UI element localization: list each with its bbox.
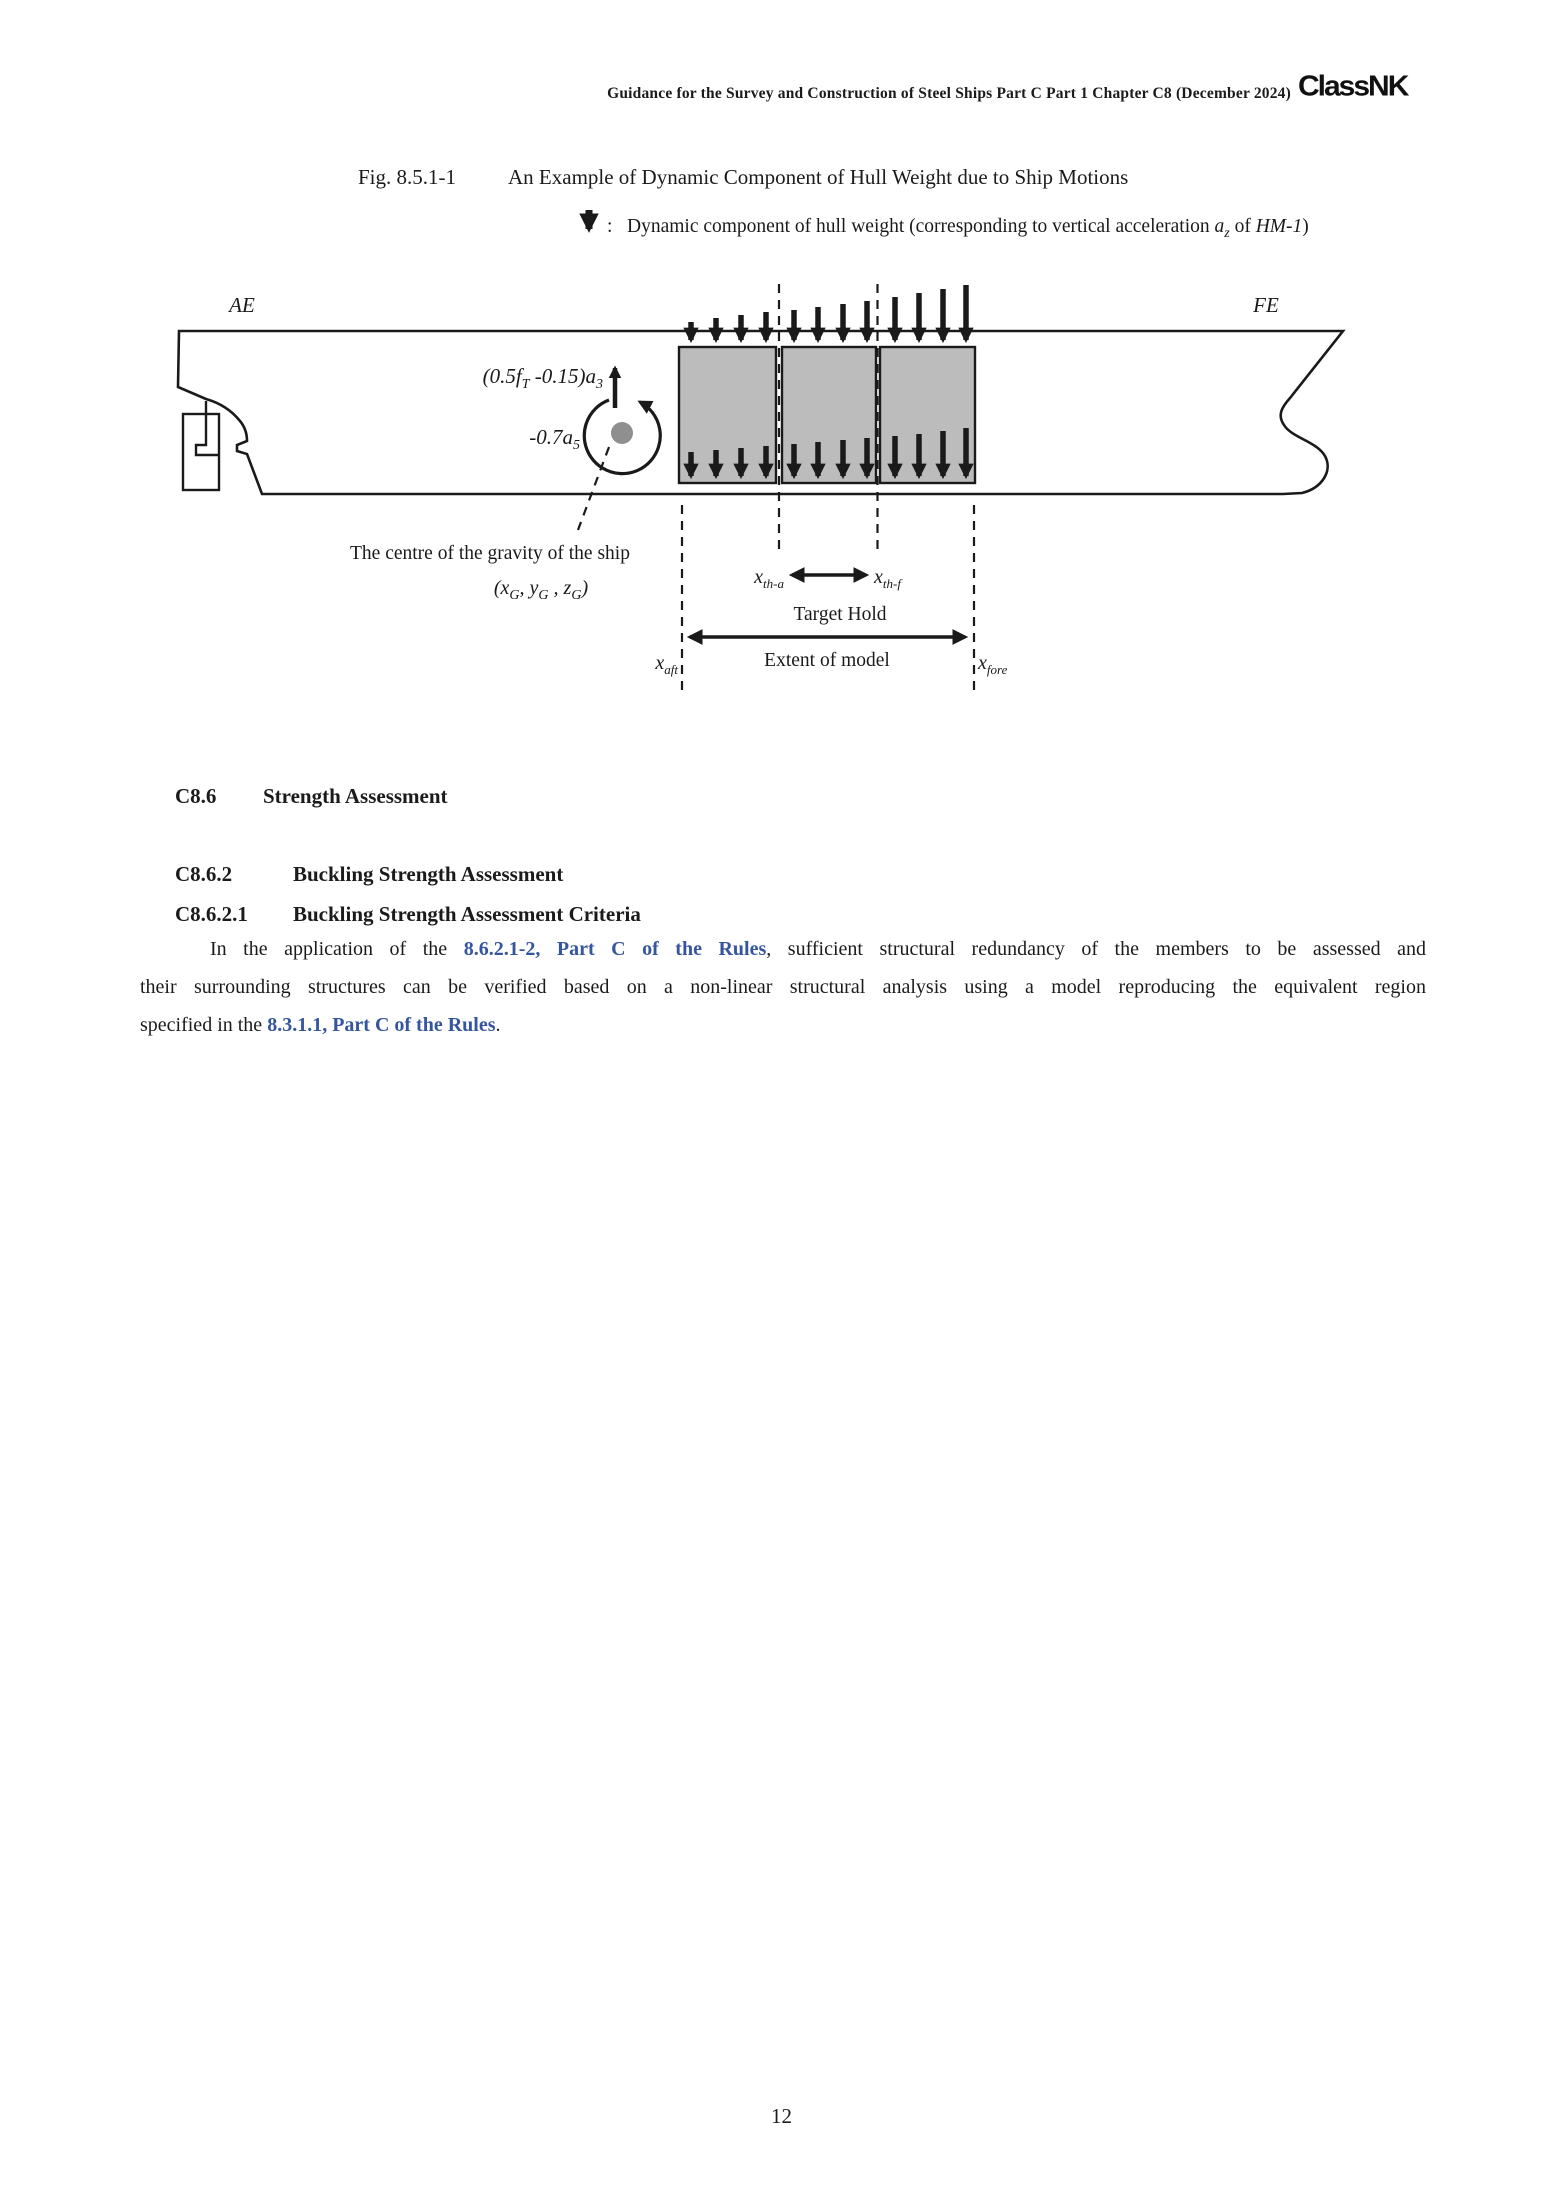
header-title: Guidance for the Survey and Construction of Steel Ships Part C Part 1 Chapter C8 (December 2024) [607,85,1291,102]
page-number: 12 [771,2104,792,2128]
paragraph-line-2 [140,974,1426,1000]
cog-caption: The centre of the gravity of the ship [350,543,630,564]
rule-reference-link-8311[interactable]: 8.3.1.1, Part C of the Rules [267,1014,496,1036]
paragraph-text: In the application of the [210,938,464,960]
section-title-buckling-strength-assessment: Buckling Strength Assessment [293,862,564,886]
pitch-acceleration-formula: $-0.7a_5$ [529,425,580,453]
paragraph-text: their surrounding structures can be verified based on a non-linear structural analysis using a model reproducing the equivalent region [140,976,1426,998]
rule-reference-link-8621-2[interactable]: 8.6.2.1-2, Part C of the Rules [463,938,767,960]
hull-weight-figure [0,190,1563,710]
paragraph-line-1 [210,936,1426,962]
classnk-logo: ClassNK [1298,70,1408,103]
centre-of-gravity-dot [611,422,633,444]
legend [589,210,1309,241]
section-number-c8-6: C8.6 [175,784,217,808]
paragraph-line-3 [140,1012,501,1038]
heave-acceleration-formula: ($0.5f_T$ $-0.15)a_3$ [482,364,603,392]
extent-of-model-label: Extent of model [764,650,890,671]
section-title-buckling-criteria: Buckling Strength Assessment Criteria [293,902,641,926]
fore-end-label: FE [1253,293,1279,317]
x-fore-label: $x_{fore}$ [978,652,1008,677]
rudder [183,414,219,490]
cargo-holds [679,347,975,483]
x-aft-label: $x_{aft}$ [655,652,678,677]
x-th-f-label: $x_{th-f}$ [874,566,901,591]
paragraph-text: , sufficient structural redundancy of the members to be assessed and [766,938,1427,960]
paragraph-text: . [495,1014,501,1036]
figure-caption-number: Fig. 8.5.1-1 [358,165,457,189]
x-th-a-label: $x_{th-a}$ [754,566,784,591]
target-hold-label: Target Hold [793,604,887,625]
aft-end-label: AE [229,293,255,317]
legend-text: : Dynamic component of hull weight (corresponding to vertical acceleration $a_z$ of HM-1) [607,216,1309,241]
paragraph-text: specified in the [140,1014,268,1036]
section-number-c8-6-2-1: C8.6.2.1 [175,902,248,926]
section-title-strength-assessment: Strength Assessment [263,784,448,808]
section-number-c8-6-2: C8.6.2 [175,862,233,886]
cog-coordinates: ($x_G$, $y_G$ , $z_G$) [493,577,589,603]
figure-caption-title: An Example of Dynamic Component of Hull Weight due to Ship Motions [508,165,1129,189]
